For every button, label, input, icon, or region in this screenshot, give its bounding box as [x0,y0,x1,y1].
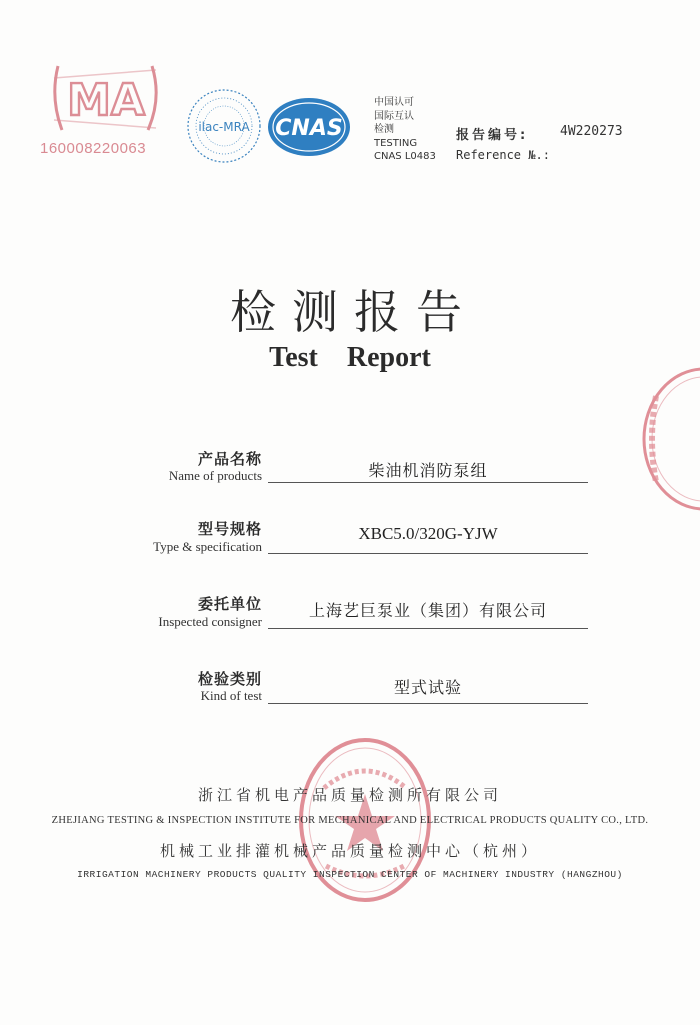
field-label-cn: 产品名称 [197,450,262,468]
edge-seal [638,366,700,512]
field-label-cn: 检验类别 [197,670,262,688]
field-underline [268,553,588,554]
report-number-label-en: Reference №.: [456,148,550,162]
field-label-en: Kind of test [200,688,262,703]
field-label-en: Name of products [168,468,262,483]
field-label-en: Type & specification [153,539,262,554]
report-number-label-cn: 报告编号: [456,128,529,143]
center-name-cn: 机械工业排灌机械产品质量检测中心（杭州） [159,842,540,860]
center-name-en: IRRIGATION MACHINERY PRODUCTS QUALITY INSPECTION CENTER OF MACHINERY INDUSTRY (HANGZHOU) [77,869,623,880]
field-underline [268,482,588,483]
cnas-logo [266,96,352,158]
field-label-en: Inspected consigner [158,614,262,629]
cnas-logo-text: CNAS [275,116,343,141]
consigner-value: 上海艺巨泵业（集团）有限公司 [308,601,547,620]
type-spec-value: XBC5.0/320G-YJW [358,524,498,543]
page-title-cn: 检测报告 [230,285,478,339]
field-label-cn: 型号规格 [197,520,262,538]
product-name-value: 柴油机消防泵组 [368,461,488,480]
cnas-info-line: 国际互认 [374,110,414,122]
cnas-info-line: 检测 [374,124,394,135]
cma-logo [40,58,170,138]
cnas-info-line: 中国认可 [374,97,414,108]
ilac-logo-text: ilac-MRA [198,120,250,134]
ilac-mra-logo [184,86,264,166]
institution-name-en: ZHEJIANG TESTING & INSPECTION INSTITUTE FOR MECHANICAL AND ELECTRICAL PRODUCTS QUALITY CO., LTD. [51,815,649,826]
cnas-info [374,96,436,164]
institution-name-cn: 浙江省机电产品质量检测所有限公司 [197,786,502,804]
kind-of-test-value: 型式试验 [393,678,462,697]
field-underline [268,703,588,704]
cnas-info-line: CNAS L0483 [374,151,436,162]
page-title-en: Test Report [269,342,431,373]
cma-number: 160008220063 [40,140,147,157]
report-number-value: 4W220273 [560,124,623,139]
cnas-info-line: TESTING [374,137,418,149]
cma-logo-text: MA [67,75,145,126]
field-underline [268,628,588,629]
field-label-cn: 委托单位 [197,595,262,613]
